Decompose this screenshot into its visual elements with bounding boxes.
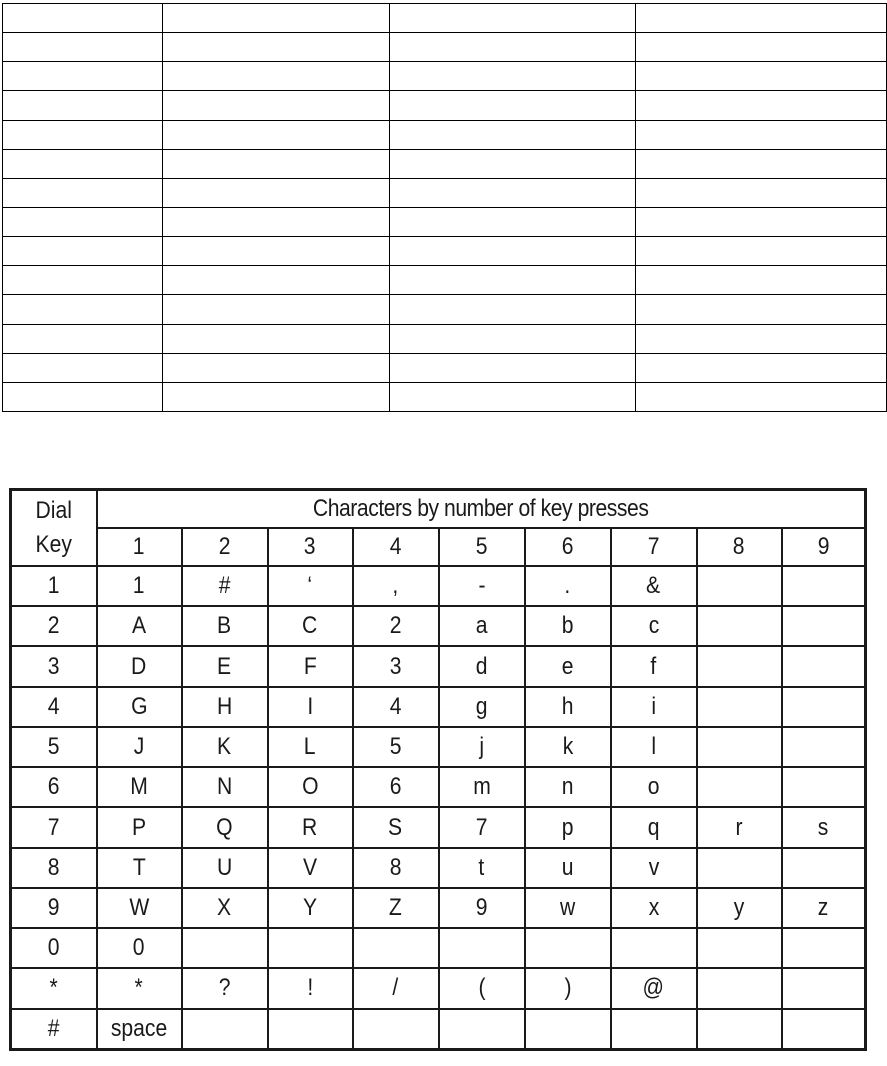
character-cell bbox=[697, 687, 782, 727]
character-cell: u bbox=[525, 848, 611, 888]
character-cell bbox=[697, 968, 782, 1008]
blank-grid-cell bbox=[390, 353, 636, 382]
blank-grid-row bbox=[3, 353, 887, 382]
character-cell: q bbox=[611, 807, 697, 847]
character-cell: b bbox=[525, 606, 611, 646]
blank-grid-cell bbox=[636, 178, 887, 207]
character-cell: 1 bbox=[97, 566, 182, 606]
press-count-header: 4 bbox=[353, 528, 439, 566]
character-cell: N bbox=[182, 767, 268, 807]
blank-grid-cell bbox=[3, 62, 163, 91]
character-cell: f bbox=[611, 646, 697, 686]
character-cell: Z bbox=[353, 888, 439, 928]
blank-grid-cell bbox=[3, 33, 163, 62]
character-cell: 2 bbox=[353, 606, 439, 646]
character-cell: G bbox=[97, 687, 182, 727]
blank-grid-cell bbox=[390, 120, 636, 149]
character-cell: j bbox=[439, 727, 525, 767]
blank-grid-cell bbox=[636, 266, 887, 295]
character-cell: Q bbox=[182, 807, 268, 847]
table-row bbox=[11, 687, 866, 727]
press-count-header: 3 bbox=[268, 528, 353, 566]
character-cell: o bbox=[611, 767, 697, 807]
character-cell: B bbox=[182, 606, 268, 646]
character-cell: F bbox=[268, 646, 353, 686]
blank-grid-table bbox=[2, 3, 887, 412]
blank-grid-cell bbox=[3, 120, 163, 149]
character-cell: 7 bbox=[439, 807, 525, 847]
blank-grid-cell bbox=[636, 382, 887, 411]
blank-grid-cell bbox=[3, 295, 163, 324]
blank-grid-cell bbox=[163, 178, 390, 207]
character-cell bbox=[782, 646, 866, 686]
blank-grid-cell bbox=[163, 382, 390, 411]
character-cell: V bbox=[268, 848, 353, 888]
blank-grid-cell bbox=[636, 149, 887, 178]
character-cell bbox=[782, 606, 866, 646]
character-cell: z bbox=[782, 888, 866, 928]
blank-grid-cell bbox=[3, 353, 163, 382]
blank-grid-row bbox=[3, 178, 887, 207]
table-header-row bbox=[11, 490, 866, 529]
character-cell bbox=[782, 687, 866, 727]
table-row bbox=[11, 848, 866, 888]
blank-grid-cell bbox=[636, 4, 887, 33]
character-cell: w bbox=[525, 888, 611, 928]
table-row bbox=[11, 1009, 866, 1050]
blank-grid-cell bbox=[636, 295, 887, 324]
press-count-header: 5 bbox=[439, 528, 525, 566]
character-cell: s bbox=[782, 807, 866, 847]
character-cell bbox=[611, 928, 697, 968]
blank-grid-cell bbox=[390, 237, 636, 266]
character-cell: a bbox=[439, 606, 525, 646]
character-cell: . bbox=[525, 566, 611, 606]
blank-grid-cell bbox=[390, 178, 636, 207]
table-row bbox=[11, 968, 866, 1008]
character-cell bbox=[353, 1009, 439, 1050]
character-cell bbox=[697, 566, 782, 606]
character-cell: # bbox=[182, 566, 268, 606]
blank-grid-cell bbox=[390, 91, 636, 120]
press-count-header: 9 bbox=[782, 528, 866, 566]
blank-grid-row bbox=[3, 33, 887, 62]
dial-key-cell: 8 bbox=[11, 848, 97, 888]
character-cell bbox=[782, 968, 866, 1008]
character-cell: S bbox=[353, 807, 439, 847]
blank-grid-row bbox=[3, 149, 887, 178]
character-cell: 8 bbox=[353, 848, 439, 888]
character-cell bbox=[611, 1009, 697, 1050]
blank-grid-cell bbox=[163, 207, 390, 236]
character-cell: space bbox=[97, 1009, 182, 1050]
character-cell: 4 bbox=[353, 687, 439, 727]
blank-grid-cell bbox=[636, 62, 887, 91]
character-cell bbox=[782, 1009, 866, 1050]
character-cell: ? bbox=[182, 968, 268, 1008]
blank-grid-cell bbox=[3, 237, 163, 266]
character-cell: 0 bbox=[97, 928, 182, 968]
character-cell: W bbox=[97, 888, 182, 928]
character-cell: m bbox=[439, 767, 525, 807]
character-cell: r bbox=[697, 807, 782, 847]
blank-grid-cell bbox=[636, 207, 887, 236]
character-cell: @ bbox=[611, 968, 697, 1008]
character-cell: L bbox=[268, 727, 353, 767]
blank-grid-cell bbox=[390, 324, 636, 353]
character-cell: U bbox=[182, 848, 268, 888]
character-cell bbox=[268, 928, 353, 968]
blank-grid-cell bbox=[163, 237, 390, 266]
blank-grid-cell bbox=[390, 266, 636, 295]
character-cell: i bbox=[611, 687, 697, 727]
press-count-header: 1 bbox=[97, 528, 182, 566]
character-cell bbox=[439, 928, 525, 968]
blank-grid-cell bbox=[390, 295, 636, 324]
blank-grid-row bbox=[3, 4, 887, 33]
character-cell: 5 bbox=[353, 727, 439, 767]
character-cell: l bbox=[611, 727, 697, 767]
character-cell bbox=[525, 928, 611, 968]
dial-key-cell: 5 bbox=[11, 727, 97, 767]
table-row bbox=[11, 888, 866, 928]
blank-grid-cell bbox=[636, 353, 887, 382]
dial-key-cell: 3 bbox=[11, 646, 97, 686]
character-cell: 3 bbox=[353, 646, 439, 686]
character-cell: A bbox=[97, 606, 182, 646]
character-cell: K bbox=[182, 727, 268, 767]
characters-group-header: Characters by number of key presses bbox=[97, 490, 866, 529]
character-cell bbox=[268, 1009, 353, 1050]
character-cell: k bbox=[525, 727, 611, 767]
blank-grid-cell bbox=[636, 33, 887, 62]
character-cell: C bbox=[268, 606, 353, 646]
character-cell: x bbox=[611, 888, 697, 928]
blank-grid-cell bbox=[3, 382, 163, 411]
blank-grid-cell bbox=[390, 207, 636, 236]
dial-key-cell: # bbox=[11, 1009, 97, 1050]
character-cell: ( bbox=[439, 968, 525, 1008]
dial-key-cell: * bbox=[11, 968, 97, 1008]
character-cell: y bbox=[697, 888, 782, 928]
blank-grid-cell bbox=[636, 324, 887, 353]
character-cell: X bbox=[182, 888, 268, 928]
blank-grid-row bbox=[3, 120, 887, 149]
table-row bbox=[11, 566, 866, 606]
blank-grid-cell bbox=[163, 149, 390, 178]
blank-grid-cell bbox=[390, 62, 636, 91]
dial-key-cell: 4 bbox=[11, 687, 97, 727]
dial-key-cell: 7 bbox=[11, 807, 97, 847]
character-cell bbox=[782, 848, 866, 888]
blank-grid-row bbox=[3, 207, 887, 236]
character-cell bbox=[353, 928, 439, 968]
press-count-header: 8 bbox=[697, 528, 782, 566]
character-cell: v bbox=[611, 848, 697, 888]
blank-grid-cell bbox=[163, 91, 390, 120]
dial-key-cell: 2 bbox=[11, 606, 97, 646]
character-cell bbox=[782, 928, 866, 968]
blank-grid-row bbox=[3, 295, 887, 324]
blank-grid-cell bbox=[636, 120, 887, 149]
character-cell: J bbox=[97, 727, 182, 767]
dial-key-cell: 9 bbox=[11, 888, 97, 928]
blank-grid-cell bbox=[3, 207, 163, 236]
character-cell: ‘ bbox=[268, 566, 353, 606]
blank-grid-cell bbox=[163, 33, 390, 62]
blank-grid-cell bbox=[636, 237, 887, 266]
character-cell: R bbox=[268, 807, 353, 847]
blank-grid-cell bbox=[163, 266, 390, 295]
character-cell: ! bbox=[268, 968, 353, 1008]
dial-key-table-body bbox=[11, 566, 866, 1050]
character-cell bbox=[697, 727, 782, 767]
character-cell bbox=[182, 1009, 268, 1050]
character-cell bbox=[697, 606, 782, 646]
dial-key-cell: 1 bbox=[11, 566, 97, 606]
character-cell: g bbox=[439, 687, 525, 727]
character-cell: , bbox=[353, 566, 439, 606]
blank-grid-row bbox=[3, 91, 887, 120]
character-cell: 6 bbox=[353, 767, 439, 807]
blank-grid-cell bbox=[3, 4, 163, 33]
character-cell: t bbox=[439, 848, 525, 888]
character-cell: T bbox=[97, 848, 182, 888]
character-cell: h bbox=[525, 687, 611, 727]
blank-grid-row bbox=[3, 324, 887, 353]
character-cell: Y bbox=[268, 888, 353, 928]
dial-key-character-table bbox=[9, 488, 867, 1051]
blank-grid-cell bbox=[3, 149, 163, 178]
blank-grid-cell bbox=[163, 324, 390, 353]
table-row bbox=[11, 928, 866, 968]
character-cell: P bbox=[97, 807, 182, 847]
blank-grid-cell bbox=[3, 266, 163, 295]
character-cell: d bbox=[439, 646, 525, 686]
character-cell: / bbox=[353, 968, 439, 1008]
blank-grid-cell bbox=[390, 382, 636, 411]
press-count-header: 6 bbox=[525, 528, 611, 566]
character-cell: * bbox=[97, 968, 182, 1008]
blank-grid-row bbox=[3, 266, 887, 295]
character-cell: I bbox=[268, 687, 353, 727]
table-row bbox=[11, 606, 866, 646]
character-cell: e bbox=[525, 646, 611, 686]
character-cell: n bbox=[525, 767, 611, 807]
blank-grid-row bbox=[3, 237, 887, 266]
character-cell: H bbox=[182, 687, 268, 727]
dial-key-cell: 0 bbox=[11, 928, 97, 968]
press-count-header: 7 bbox=[611, 528, 697, 566]
character-cell: & bbox=[611, 566, 697, 606]
blank-grid-cell bbox=[390, 4, 636, 33]
table-row bbox=[11, 767, 866, 807]
blank-grid-cell bbox=[3, 91, 163, 120]
blank-grid-cell bbox=[163, 295, 390, 324]
blank-grid-cell bbox=[163, 4, 390, 33]
character-cell bbox=[782, 767, 866, 807]
blank-grid-cell bbox=[163, 120, 390, 149]
blank-grid-cell bbox=[390, 33, 636, 62]
blank-grid-cell bbox=[163, 62, 390, 91]
table-row bbox=[11, 727, 866, 767]
blank-grid-body bbox=[3, 4, 887, 412]
dial-key-cell: 6 bbox=[11, 767, 97, 807]
character-cell bbox=[697, 767, 782, 807]
character-cell: E bbox=[182, 646, 268, 686]
blank-grid-cell bbox=[636, 91, 887, 120]
dial-key-header: Dial Key bbox=[11, 490, 97, 567]
character-cell bbox=[782, 727, 866, 767]
character-cell: M bbox=[97, 767, 182, 807]
press-count-header: 2 bbox=[182, 528, 268, 566]
character-cell bbox=[697, 1009, 782, 1050]
character-cell: ) bbox=[525, 968, 611, 1008]
character-cell bbox=[697, 928, 782, 968]
character-cell: - bbox=[439, 566, 525, 606]
character-cell bbox=[782, 566, 866, 606]
blank-grid-row bbox=[3, 62, 887, 91]
table-row bbox=[11, 646, 866, 686]
blank-grid-cell bbox=[3, 324, 163, 353]
character-cell bbox=[439, 1009, 525, 1050]
table-row bbox=[11, 807, 866, 847]
blank-grid-cell bbox=[3, 178, 163, 207]
blank-grid-cell bbox=[163, 353, 390, 382]
character-cell bbox=[697, 646, 782, 686]
press-number-header-row bbox=[11, 528, 866, 566]
character-cell: D bbox=[97, 646, 182, 686]
character-cell bbox=[182, 928, 268, 968]
character-cell bbox=[525, 1009, 611, 1050]
blank-grid-cell bbox=[390, 149, 636, 178]
blank-grid-row bbox=[3, 382, 887, 411]
character-cell: O bbox=[268, 767, 353, 807]
character-cell bbox=[697, 848, 782, 888]
character-cell: p bbox=[525, 807, 611, 847]
character-cell: 9 bbox=[439, 888, 525, 928]
character-cell: c bbox=[611, 606, 697, 646]
